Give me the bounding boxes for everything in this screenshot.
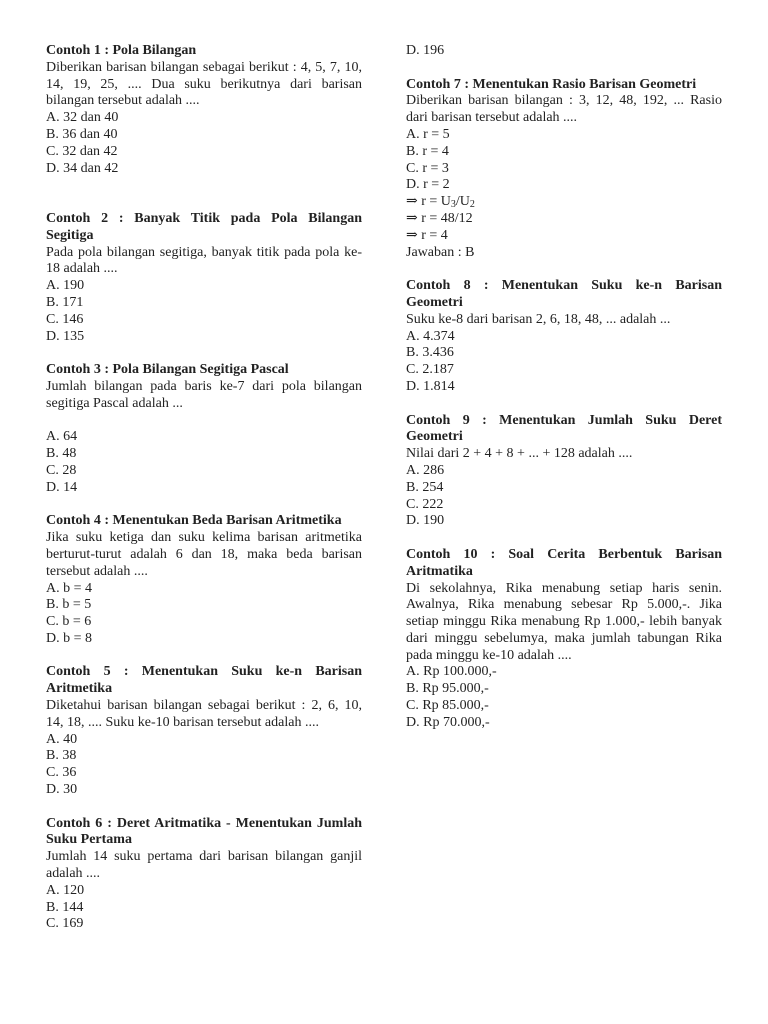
answer-option: B. 36 dan 40 [46,126,118,142]
answer-option: C. r = 3 [406,160,449,176]
answer-option: C. 28 [46,462,77,478]
question-block [46,513,362,647]
answer-option: C. Rp 85.000,- [406,698,489,714]
question-text: Nilai dari 2 + 4 + 8 + ... + 128 adalah .... [406,446,633,462]
answer-option: D. 34 dan 42 [46,160,119,176]
answer-option: A. 120 [46,882,85,898]
question-text: Jika suku ketiga dan suku kelima barisan aritmetika berturut-turut adalah 6 dan 18, maka beda barisan tersebut adalah .... [46,530,362,579]
answer-option: D. b = 8 [46,630,93,646]
answer-option: C. 32 dan 42 [46,143,118,159]
answer-option: A. 286 [406,462,445,478]
right-column [406,43,722,732]
question-text: Jumlah bilangan pada baris ke-7 dari pola bilangan segitiga Pascal adalah ... [46,378,362,411]
answer-option: B. 171 [46,294,84,310]
question-title: Contoh 1 : Pola Bilangan [46,43,197,58]
answer-option: C. b = 6 [46,614,92,630]
question-text: Diberikan barisan bilangan : 3, 12, 48, 192, ... Rasio dari barisan tersebut adalah .... [406,93,722,126]
answer-option: A. r = 5 [406,126,450,142]
answer-option: B. 48 [46,446,77,462]
question-block [406,413,722,531]
question-block [46,211,362,345]
answer-option: D. 14 [46,479,78,495]
solution-step: ⇒ r = 4 [406,227,448,243]
answer-option: C. 36 [46,765,77,781]
question-text: Suku ke-8 dari barisan 2, 6, 18, 48, ... adalah ... [406,311,671,327]
question-title: Contoh 10 : Soal Cerita Berbentuk Barisan Aritmatika [406,546,722,579]
question-title: Contoh 4 : Menentukan Beda Barisan Aritmetika [46,513,342,529]
question-text: Jumlah 14 suku pertama dari barisan bilangan ganjil adalah .... [46,849,362,882]
answer-option: A. 4.374 [406,328,455,344]
question-block [46,816,362,934]
question-title: Contoh 6 : Deret Aritmatika - Menentukan Jumlah Suku Pertama [46,815,362,848]
question-block [406,77,722,262]
answer-option: C. 146 [46,311,84,327]
answer-key: Jawaban : B [406,244,475,260]
question-text: Di sekolahnya, Rika menabung setiap haris senin. Awalnya, Rika menabung sebesar Rp 5.000,-. Jika setiap minggu Rika menabung Rp 1.000,- lebih banyak dari minggu sebelumya, maka jumlah tabungan Rika pada minggu ke-10 adalah .... [406,580,722,663]
answer-option: A. Rp 100.000,- [406,664,497,680]
answer-option: C. 169 [46,916,84,932]
question-title: Contoh 8 : Menentukan Suku ke-n Barisan Geometri [406,278,722,310]
answer-option: D. 196 [406,43,445,58]
question-title: Contoh 7 : Menentukan Rasio Barisan Geometri [406,76,697,92]
question-title: Contoh 9 : Menentukan Jumlah Suku Deret Geometri [406,412,722,445]
answer-option: D. 190 [406,513,445,529]
question-text: Pada pola bilangan segitiga, banyak titik pada pola ke-18 adalah .... [46,244,362,277]
question-block [46,43,362,177]
question-title: Contoh 2 : Banyak Titik pada Pola Bilangan Segitiga [46,210,362,243]
solution-step: ⇒ r = 48/12 [406,210,473,226]
answer-option: A. 32 dan 40 [46,110,119,126]
answer-option: D. 135 [46,328,85,344]
question-block [406,278,722,396]
question-block [46,362,362,496]
answer-option: B. 3.436 [406,345,454,361]
solution-step: ⇒ $r = U_3/U_2$ [406,194,475,211]
answer-option: D. r = 2 [406,177,450,193]
question-title: Contoh 5 : Menentukan Suku ke-n Barisan Aritmetika [46,664,362,697]
answer-option: B. 38 [46,748,77,764]
answer-option: D. 1.814 [406,378,455,394]
answer-option: C. 222 [406,496,444,512]
answer-option: A. b = 4 [46,580,93,596]
answer-option: A. 40 [46,731,78,747]
answer-option: A. 190 [46,278,85,294]
question-title: Contoh 3 : Pola Bilangan Segitiga Pascal [46,362,289,378]
answer-option: D. 30 [46,782,78,798]
question-block [406,547,722,732]
answer-option: B. 254 [406,479,444,495]
answer-option: B. r = 4 [406,143,449,159]
answer-option: B. 144 [46,899,84,915]
question-block [46,664,362,798]
answer-option: B. Rp 95.000,- [406,681,489,697]
answer-option: B. b = 5 [46,597,92,613]
question-text: Diberikan barisan bilangan sebagai berikut : 4, 5, 7, 10, 14, 19, 25, .... Dua suku berikutnya dari barisan bilangan tersebut adalah .... [46,59,362,109]
question-text: Diketahui barisan bilangan sebagai berikut : 2, 6, 10, 14, 18, .... Suku ke-10 barisan tersebut adalah .... [46,698,362,730]
answer-option: C. 2.187 [406,362,454,378]
answer-option: A. 64 [46,429,78,445]
answer-option: D. Rp 70.000,- [406,714,490,730]
left-column [46,43,362,933]
